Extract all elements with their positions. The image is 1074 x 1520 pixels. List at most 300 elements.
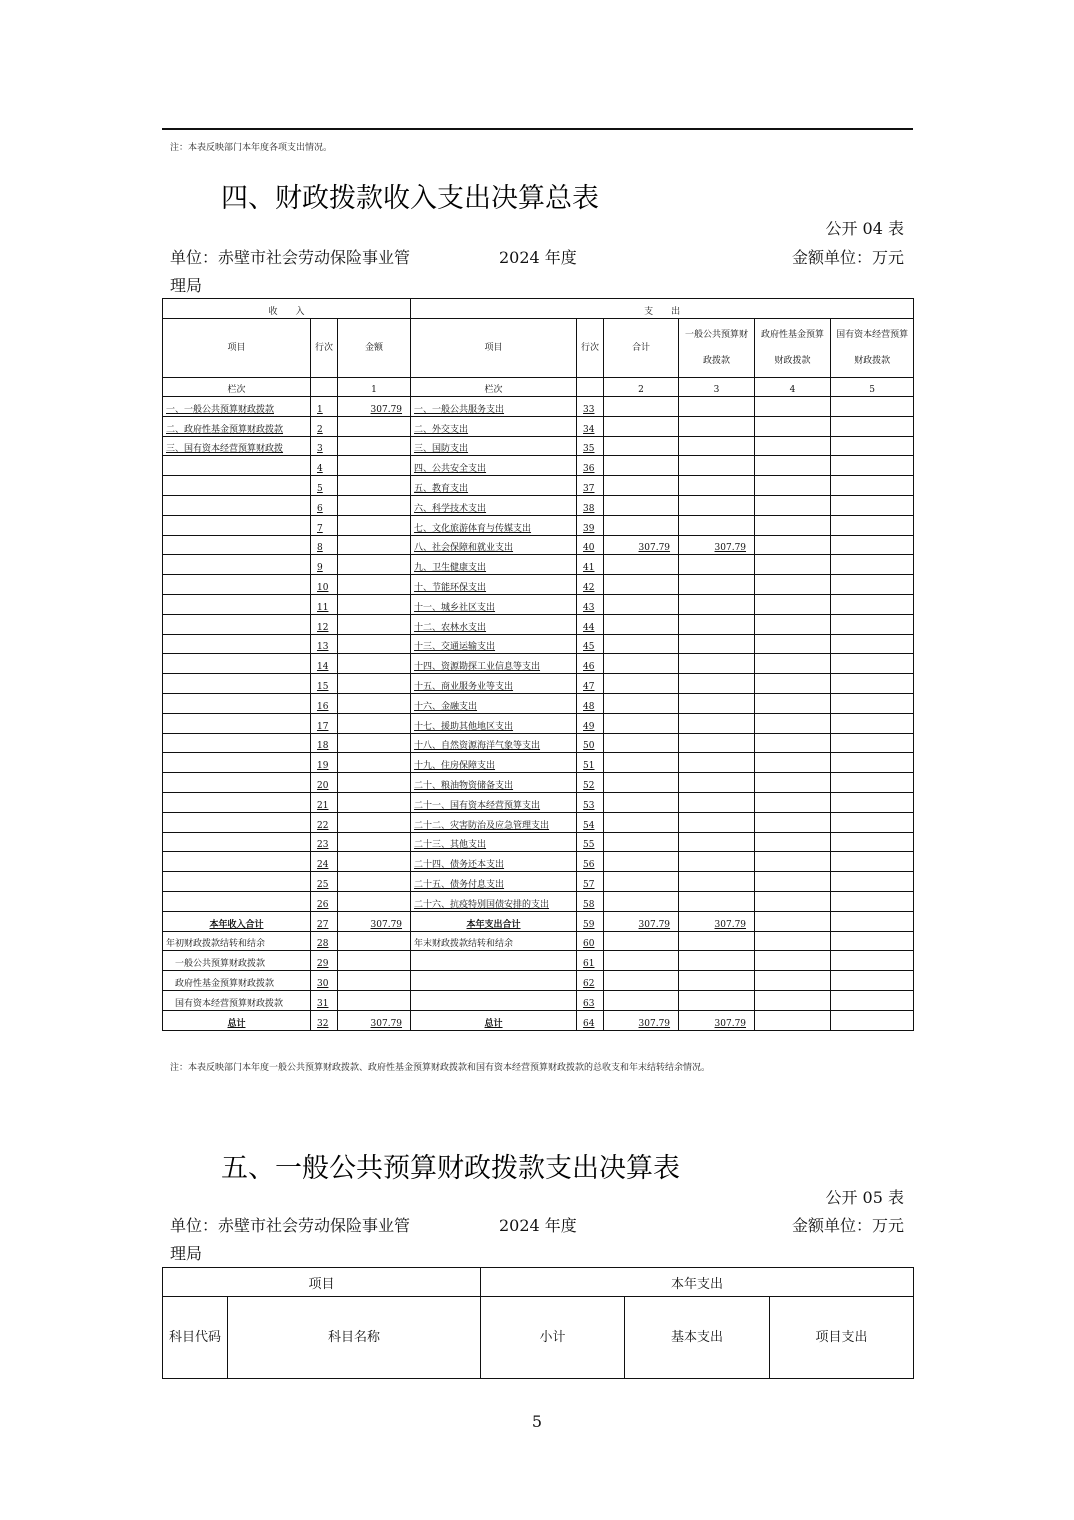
expense-total [604, 436, 679, 456]
expense-total [604, 773, 679, 793]
table5-unit-label: 单位：赤壁市社会劳动保险事业管 [170, 1216, 411, 1235]
general-budget-amount [679, 792, 755, 812]
income-amount-text: 307.79 [370, 1018, 403, 1029]
state-capital-amount [831, 634, 914, 654]
income-amount [338, 792, 411, 812]
expense-row-no-text: 63 [583, 998, 595, 1009]
table-row [163, 476, 914, 496]
expense-row-no [577, 832, 604, 852]
state-capital-amount [831, 575, 914, 595]
income-row-no-text: 14 [317, 662, 329, 673]
expense-row-no [577, 971, 604, 991]
income-item [163, 852, 311, 872]
income-row-no-text: 8 [317, 543, 323, 554]
general-budget-amount [679, 436, 755, 456]
gov-fund-amount [755, 951, 831, 971]
expense-total [604, 416, 679, 436]
expense-item-text: 五、教育支出 [414, 483, 469, 494]
general-budget-amount [679, 575, 755, 595]
income-amount [338, 931, 411, 951]
expense-row-no [577, 515, 604, 535]
income-item [163, 555, 311, 575]
subtotal-header: 小计 [481, 1297, 625, 1379]
general-budget-amount [679, 476, 755, 496]
income-amount-text: 307.79 [370, 919, 403, 930]
expense-row-no [577, 693, 604, 713]
table4-note: 注：本表反映部门本年度一般公共预算财政拨款、政府性基金预算财政拨款和国有资本经营预算财政拨款的总收支和年末结转结余情况。 [170, 1063, 711, 1073]
gov-fund-amount [755, 911, 831, 931]
income-row-no-text: 24 [317, 860, 329, 871]
expense-total [604, 476, 679, 496]
expense-total [604, 891, 679, 911]
expense-row-no-text: 40 [583, 543, 595, 554]
state-capital-amount [831, 674, 914, 694]
table-row [163, 693, 914, 713]
table5-form-number: 公开 05 表 [825, 1188, 904, 1207]
expense-row-no [577, 555, 604, 575]
income-row-no-text: 16 [317, 701, 329, 712]
expense-item [411, 713, 577, 733]
expense-row-no [577, 753, 604, 773]
table-row [163, 753, 914, 773]
state-capital-amount [831, 555, 914, 575]
income-row-no [311, 594, 338, 614]
subject-code-header: 科目代码 [163, 1297, 228, 1379]
gov-fund-amount [755, 990, 831, 1010]
income-row-no-text: 31 [317, 998, 329, 1009]
subject-name-header: 科目名称 [228, 1297, 481, 1379]
income-row-no-header: 行次 [311, 319, 338, 378]
income-row-no-text: 28 [317, 939, 329, 950]
general-budget-amount-text: 307.79 [714, 919, 747, 930]
income-amount [338, 733, 411, 753]
gov-fund-amount [755, 476, 831, 496]
table-row [163, 931, 914, 951]
table-row [163, 654, 914, 674]
income-row-no-text: 26 [317, 899, 329, 910]
general-budget-amount-text: 307.79 [714, 1018, 747, 1029]
expense-row-no [577, 416, 604, 436]
expense-row-no [577, 535, 604, 555]
income-amount [338, 674, 411, 694]
gov-fund-amount [755, 594, 831, 614]
expense-item [411, 614, 577, 634]
expense-row-no [577, 733, 604, 753]
expense-row-no-text: 35 [583, 444, 595, 455]
income-row-no [311, 436, 338, 456]
income-row-no-text: 13 [317, 642, 329, 653]
income-row-no [311, 515, 338, 535]
income-row-no [311, 971, 338, 991]
state-capital-amount [831, 397, 914, 417]
table4-unit-label-cont: 理局 [170, 276, 203, 295]
income-row-no [311, 990, 338, 1010]
expense-item-text: 十六、金融支出 [414, 701, 478, 712]
expense-item [411, 753, 577, 773]
expense-item [411, 911, 577, 931]
general-budget-amount [679, 515, 755, 535]
expense-total [604, 674, 679, 694]
gov-fund-amount [755, 397, 831, 417]
general-budget-amount [679, 1010, 755, 1030]
expense-item [411, 832, 577, 852]
expense-row-no-text: 47 [583, 681, 595, 692]
column-index-2: 2 [604, 378, 679, 397]
expense-total [604, 575, 679, 595]
income-row-no-text: 12 [317, 622, 329, 633]
expense-item-text: 八、社会保障和就业支出 [414, 543, 514, 554]
gov-fund-amount [755, 931, 831, 951]
table5-year: 2024 年度 [499, 1216, 577, 1235]
column-index-1: 1 [338, 378, 411, 397]
income-row-no [311, 476, 338, 496]
expense-total [604, 495, 679, 515]
gov-fund-amount [755, 773, 831, 793]
expense-item [411, 397, 577, 417]
income-item-header: 项目 [163, 319, 311, 378]
expense-total [604, 872, 679, 892]
income-row-no-text: 32 [317, 1018, 329, 1029]
expense-item-text: 十八、自然资源海洋气象等支出 [414, 741, 541, 752]
expense-row-no [577, 436, 604, 456]
section-divider [162, 128, 913, 130]
state-capital-amount [831, 594, 914, 614]
income-row-no [311, 614, 338, 634]
general-budget-amount [679, 911, 755, 931]
income-row-no [311, 397, 338, 417]
expense-item [411, 476, 577, 496]
expense-row-no [577, 891, 604, 911]
expense-item [411, 792, 577, 812]
income-row-no-text: 19 [317, 761, 329, 772]
expense-item-text: 二十四、债务还本支出 [414, 860, 505, 871]
income-item [163, 476, 311, 496]
expense-total [604, 1010, 679, 1030]
income-item [163, 654, 311, 674]
expense-row-no [577, 812, 604, 832]
income-amount [338, 911, 411, 931]
expense-row-no-text: 33 [583, 404, 595, 415]
income-amount-text: 307.79 [370, 404, 403, 415]
income-item [163, 674, 311, 694]
table-row [163, 971, 914, 991]
income-amount [338, 436, 411, 456]
expense-item-text: 三、国防支出 [414, 444, 469, 455]
income-amount [338, 495, 411, 515]
income-row-no [311, 911, 338, 931]
table-row [163, 634, 914, 654]
state-capital-amount [831, 872, 914, 892]
gov-fund-amount [755, 575, 831, 595]
income-amount-header: 金额 [338, 319, 411, 378]
expense-row-no [577, 852, 604, 872]
general-budget-header: 一般公共预算财政拨款 [679, 319, 755, 378]
income-row-no [311, 416, 338, 436]
expense-row-no [577, 634, 604, 654]
table-row [163, 891, 914, 911]
income-amount [338, 397, 411, 417]
expense-row-no-text: 46 [583, 662, 595, 673]
general-budget-amount [679, 416, 755, 436]
income-item [163, 792, 311, 812]
income-item [163, 1010, 311, 1030]
income-amount [338, 535, 411, 555]
expense-row-no-text: 45 [583, 642, 595, 653]
expense-item-text: 一、一般公共服务支出 [414, 404, 505, 415]
general-budget-amount [679, 594, 755, 614]
state-capital-amount [831, 614, 914, 634]
income-item [163, 515, 311, 535]
income-item-text: 政府性基金预算财政拨款 [175, 978, 275, 989]
state-capital-amount [831, 832, 914, 852]
expense-row-no-text: 57 [583, 879, 595, 890]
expense-total [604, 911, 679, 931]
general-budget-amount [679, 971, 755, 991]
income-row-no [311, 773, 338, 793]
expense-total [604, 832, 679, 852]
expense-row-no [577, 674, 604, 694]
expense-item [411, 872, 577, 892]
income-row-no [311, 812, 338, 832]
expense-row-no-text: 59 [583, 919, 595, 930]
expense-row-no-text: 61 [583, 959, 595, 970]
expense-total [604, 733, 679, 753]
general-budget-amount [679, 891, 755, 911]
expense-total [604, 555, 679, 575]
table5-unit-label-cont: 理局 [170, 1244, 203, 1263]
expense-item-text: 十七、援助其他地区支出 [414, 721, 514, 732]
expense-item-text: 年末财政拨款结转和结余 [414, 939, 514, 950]
expense-item-text: 十三、交通运输支出 [414, 642, 496, 653]
income-amount [338, 852, 411, 872]
gov-fund-amount [755, 832, 831, 852]
income-row-no [311, 456, 338, 476]
expense-total [604, 713, 679, 733]
expense-item-text: 七、文化旅游体育与传媒支出 [414, 523, 532, 534]
expense-item [411, 436, 577, 456]
state-capital-amount [831, 436, 914, 456]
income-row-no-text: 20 [317, 780, 329, 791]
page-number: 5 [531, 1412, 543, 1431]
income-item-text: 二、政府性基金预算财政拨款 [166, 424, 284, 435]
income-amount [338, 773, 411, 793]
gov-fund-amount [755, 535, 831, 555]
table-row [163, 733, 914, 753]
gov-fund-header: 政府性基金预算财政拨款 [755, 319, 831, 378]
table-row [163, 872, 914, 892]
expense-total [604, 594, 679, 614]
income-row-no-text: 4 [317, 464, 323, 475]
expense-row-no-text: 38 [583, 503, 595, 514]
expense-total [604, 852, 679, 872]
table4-year: 2024 年度 [499, 248, 577, 267]
income-row-no-text: 17 [317, 721, 329, 732]
income-row-no [311, 951, 338, 971]
expense-row-no-text: 53 [583, 800, 595, 811]
expense-row-no-text: 44 [583, 622, 595, 633]
income-amount [338, 594, 411, 614]
general-budget-amount [679, 555, 755, 575]
general-budget-amount [679, 872, 755, 892]
expense-row-no-text: 48 [583, 701, 595, 712]
income-item-text: 国有资本经营预算财政拨款 [175, 998, 284, 1009]
state-capital-amount [831, 753, 914, 773]
income-row-no-text: 10 [317, 582, 329, 593]
expense-item [411, 515, 577, 535]
expense-row-no [577, 614, 604, 634]
gov-fund-amount [755, 555, 831, 575]
income-item [163, 594, 311, 614]
expense-item-text: 四、公共安全支出 [414, 464, 487, 475]
gov-fund-amount [755, 614, 831, 634]
expense-item [411, 693, 577, 713]
expense-row-no [577, 951, 604, 971]
table-row [163, 436, 914, 456]
income-item [163, 990, 311, 1010]
expense-total [604, 990, 679, 1010]
table5-title: 五、一般公共预算财政拨款支出决算表 [221, 1153, 680, 1184]
column-index-4: 4 [755, 378, 831, 397]
table-row [163, 416, 914, 436]
expense-row-no [577, 872, 604, 892]
income-amount [338, 812, 411, 832]
expense-item-text: 二、外交支出 [414, 424, 469, 435]
income-item-text: 本年收入合计 [209, 919, 264, 930]
expense-item-text: 二十、粮油物资储备支出 [414, 780, 514, 791]
income-row-no-text: 23 [317, 840, 329, 851]
gov-fund-amount [755, 674, 831, 694]
expense-item-text: 十五、商业服务业等支出 [414, 681, 514, 692]
expense-row-no-text: 37 [583, 483, 595, 494]
expense-total [604, 535, 679, 555]
expense-item-text: 二十六、抗疫特别国债安排的支出 [414, 899, 550, 910]
income-item [163, 951, 311, 971]
income-item [163, 753, 311, 773]
expense-row-no [577, 594, 604, 614]
column-index-5: 5 [831, 378, 914, 397]
income-amount [338, 693, 411, 713]
income-row-no [311, 654, 338, 674]
table-row [163, 614, 914, 634]
table-row [163, 575, 914, 595]
table-row [163, 792, 914, 812]
expense-row-no [577, 931, 604, 951]
general-budget-amount [679, 713, 755, 733]
gov-fund-amount [755, 693, 831, 713]
expense-total [604, 931, 679, 951]
general-budget-amount [679, 693, 755, 713]
state-capital-amount [831, 654, 914, 674]
gov-fund-amount [755, 713, 831, 733]
income-item [163, 971, 311, 991]
expense-row-no [577, 911, 604, 931]
expense-item-text: 本年支出合计 [466, 919, 521, 930]
general-budget-amount [679, 456, 755, 476]
income-row-no-text: 21 [317, 800, 329, 811]
expense-row-no-text: 62 [583, 978, 595, 989]
income-row-no [311, 495, 338, 515]
income-item [163, 872, 311, 892]
state-capital-amount [831, 792, 914, 812]
expense-row-no-text: 50 [583, 741, 595, 752]
general-budget-amount [679, 614, 755, 634]
expense-total [604, 753, 679, 773]
expense-row-no-text: 54 [583, 820, 595, 831]
income-amount [338, 971, 411, 991]
income-row-no-text: 2 [317, 424, 323, 435]
expense-row-no-text: 55 [583, 840, 595, 851]
gov-fund-amount [755, 495, 831, 515]
table-row [163, 555, 914, 575]
gov-fund-amount [755, 654, 831, 674]
expense-item-text: 十、节能环保支出 [414, 582, 487, 593]
income-row-no [311, 555, 338, 575]
expense-row-no [577, 456, 604, 476]
expense-item [411, 654, 577, 674]
income-row-no [311, 733, 338, 753]
general-budget-amount [679, 812, 755, 832]
income-amount [338, 476, 411, 496]
expense-row-no [577, 1010, 604, 1030]
general-budget-amount [679, 733, 755, 753]
state-capital-amount [831, 535, 914, 555]
expense-item [411, 575, 577, 595]
income-item-text: 总计 [227, 1018, 246, 1029]
expense-item-text: 九、卫生健康支出 [414, 563, 487, 574]
gov-fund-amount [755, 792, 831, 812]
expense-item [411, 594, 577, 614]
expense-item [411, 931, 577, 951]
column-index-blank [311, 378, 338, 397]
table5-currency-unit: 金额单位：万元 [791, 1216, 904, 1235]
income-row-no [311, 852, 338, 872]
general-budget-expense-table [162, 1267, 914, 1379]
expense-total [604, 397, 679, 417]
income-amount [338, 654, 411, 674]
income-item [163, 456, 311, 476]
expense-item [411, 1010, 577, 1030]
expense-row-no-text: 58 [583, 899, 595, 910]
expense-row-no-text: 51 [583, 761, 595, 772]
expense-item-text: 十一、城乡社区支出 [414, 602, 496, 613]
expense-item [411, 971, 577, 991]
general-budget-amount [679, 753, 755, 773]
expense-item [411, 555, 577, 575]
income-row-no-text: 25 [317, 879, 329, 890]
general-budget-amount [679, 852, 755, 872]
gov-fund-amount [755, 852, 831, 872]
gov-fund-amount [755, 436, 831, 456]
gov-fund-amount [755, 753, 831, 773]
expense-total-header: 合计 [604, 319, 679, 378]
table-row [163, 1010, 914, 1030]
expense-item [411, 990, 577, 1010]
gov-fund-amount [755, 416, 831, 436]
table-row [163, 832, 914, 852]
expense-row-no-text: 52 [583, 780, 595, 791]
expense-row-no-text: 41 [583, 563, 595, 574]
state-capital-amount [831, 971, 914, 991]
income-item [163, 634, 311, 654]
income-amount [338, 456, 411, 476]
state-capital-amount [831, 476, 914, 496]
income-item [163, 733, 311, 753]
income-item [163, 397, 311, 417]
income-item [163, 891, 311, 911]
income-row-no-text: 6 [317, 503, 323, 514]
expense-row-no [577, 476, 604, 496]
expense-item [411, 634, 577, 654]
